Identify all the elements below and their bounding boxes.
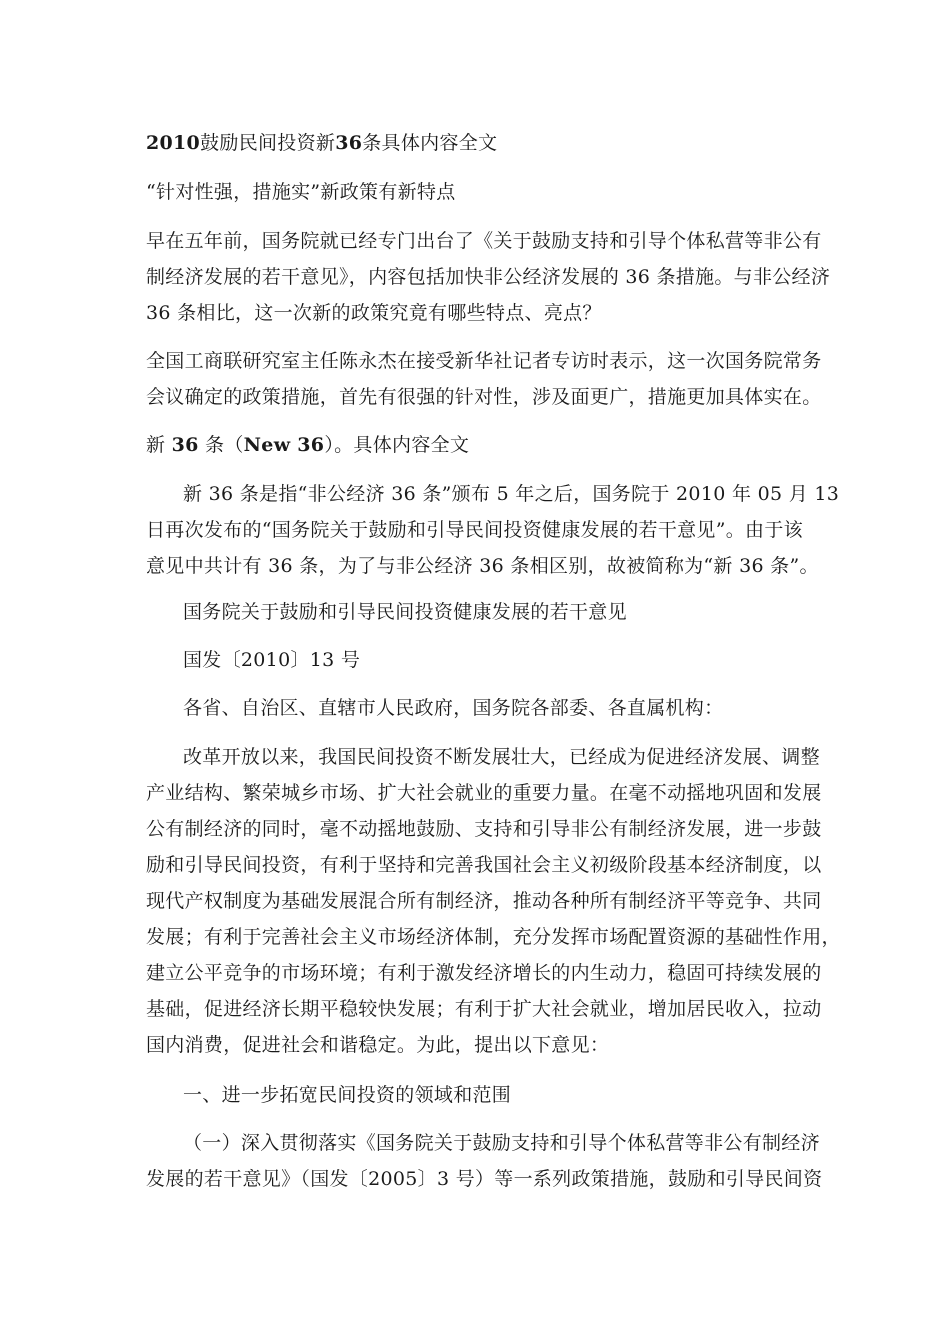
item1-line-2: 发展的若干意见》（国发〔2005〕3 号）等一系列政策措施，鼓励和引导民间资 bbox=[146, 1168, 823, 1190]
reform-line-3: 公有制经济的同时，毫不动摇地鼓励、支持和引导非公有制经济发展，进一步鼓 bbox=[146, 818, 822, 840]
intro-line-2: 制经济发展的若干意见》，内容包括加快非公经济发展的 36 条措施。与非公经济 bbox=[146, 266, 831, 288]
reform-line-1: 改革开放以来，我国民间投资不断发展壮大，已经成为促进经济发展、调整 bbox=[183, 746, 820, 768]
title-part2: 条具体内容全文 bbox=[362, 132, 498, 154]
document-subtitle: “针对性强，措施实”新政策有新特点 bbox=[146, 181, 456, 203]
reform-line-9: 国内消费，促进社会和谐稳定。为此，提出以下意见： bbox=[146, 1034, 610, 1056]
title-num: 36 bbox=[335, 132, 363, 154]
definition-line-2: 日再次发布的“国务院关于鼓励和引导民间投资健康发展的若干意见”。由于该 bbox=[146, 519, 803, 541]
definition-line-3: 意见中共计有 36 条，为了与非公经济 36 条相区别，故被简称为“新 36 条”。 bbox=[146, 555, 819, 577]
reform-line-5: 现代产权制度为基础发展混合所有制经济，推动各种所有制经济平等竞争、共同 bbox=[146, 890, 822, 912]
document-title bbox=[146, 131, 497, 155]
title-part1: 鼓励民间投资新 bbox=[200, 132, 336, 154]
new36-suffix: ）。具体内容全文 bbox=[324, 434, 470, 456]
reform-line-7: 建立公平竞争的市场环境；有利于激发经济增长的内生动力，稳固可持续发展的 bbox=[146, 962, 822, 984]
new36-num: 36 bbox=[171, 434, 199, 456]
new36-heading bbox=[146, 433, 469, 457]
quote-line-1: 全国工商联研究室主任陈永杰在接受新华社记者专访时表示，这一次国务院常务 bbox=[146, 350, 822, 372]
doc-number: 国发〔2010〕13 号 bbox=[183, 649, 361, 671]
definition-line-1: 新 36 条是指“非公经济 36 条”颁布 5 年之后，国务院于 2010 年 05 月 13 bbox=[183, 483, 840, 505]
title-year: 2010 bbox=[146, 132, 201, 154]
quote-line-2: 会议确定的政策措施，首先有很强的针对性，涉及面更广，措施更加具体实在。 bbox=[146, 386, 822, 408]
addressee: 各省、自治区、直辖市人民政府，国务院各部委、各直属机构： bbox=[183, 697, 724, 719]
intro-line-3: 36 条相比，这一次新的政策究竟有哪些特点、亮点？ bbox=[146, 302, 602, 324]
reform-line-2: 产业结构、繁荣城乡市场、扩大社会就业的重要力量。在毫不动摇地巩固和发展 bbox=[146, 782, 822, 804]
reform-line-6: 发展；有利于完善社会主义市场经济体制，充分发挥市场配置资源的基础性作用， bbox=[146, 926, 841, 948]
reform-line-8: 基础，促进经济长期平稳较快发展；有利于扩大社会就业，增加居民收入，拉动 bbox=[146, 998, 822, 1020]
item1-line-1: （一）深入贯彻落实《国务院关于鼓励支持和引导个体私营等非公有制经济 bbox=[183, 1132, 820, 1154]
section1-heading: 一、进一步拓宽民间投资的领域和范围 bbox=[183, 1084, 512, 1106]
new36-prefix: 新 bbox=[146, 434, 172, 456]
reform-line-4: 励和引导民间投资，有利于坚持和完善我国社会主义初级阶段基本经济制度，以 bbox=[146, 854, 822, 876]
intro-line-1: 早在五年前，国务院就已经专门出台了《关于鼓励支持和引导个体私营等非公有 bbox=[146, 230, 822, 252]
new36-mid: 条（ bbox=[198, 434, 244, 456]
opinion-title: 国务院关于鼓励和引导民间投资健康发展的若干意见 bbox=[183, 601, 627, 623]
new36-en: New 36 bbox=[243, 434, 325, 456]
